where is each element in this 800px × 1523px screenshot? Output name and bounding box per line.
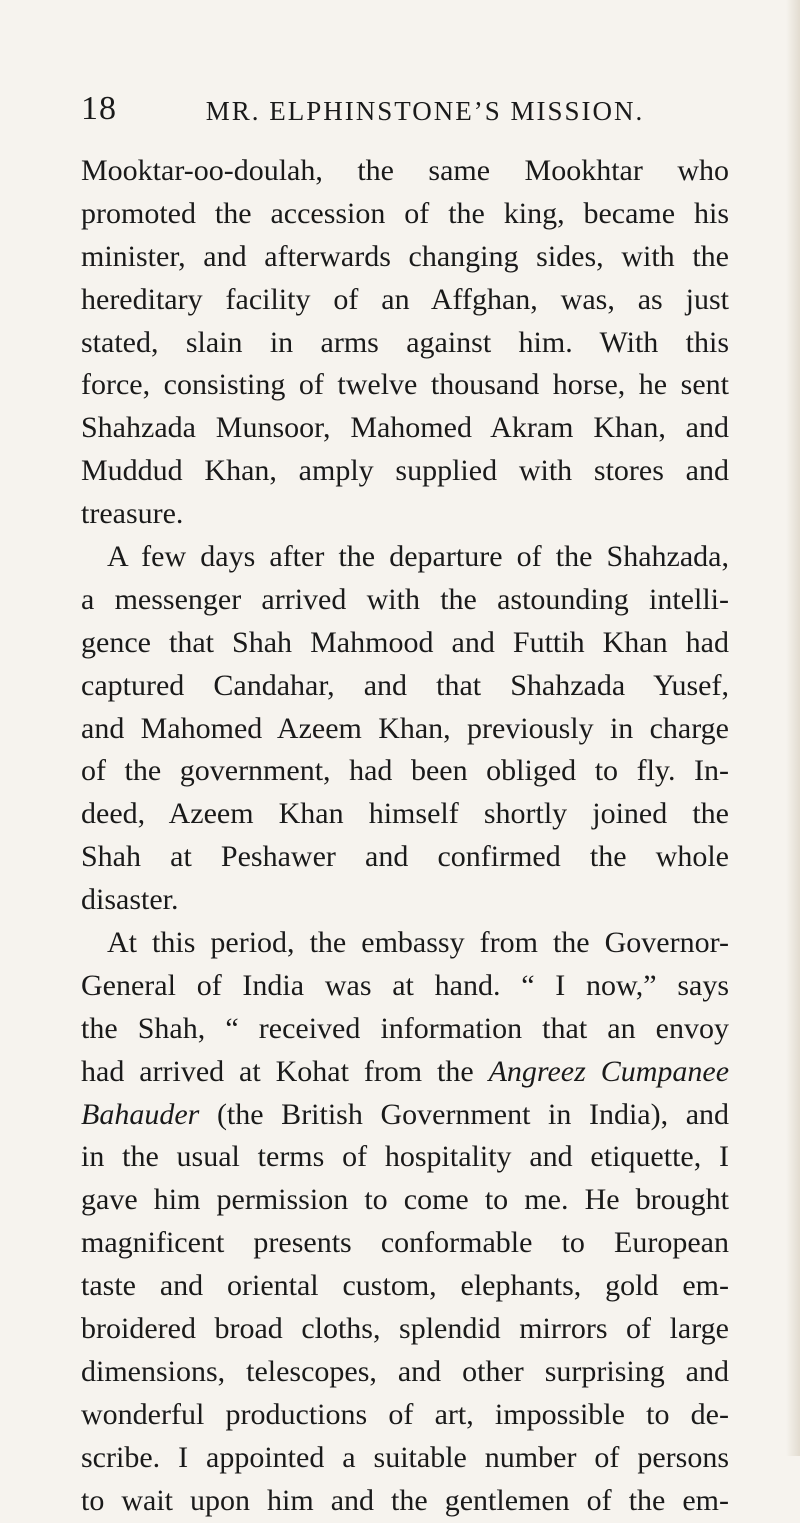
text-line: scribe. I appointed a suitable number of persons — [81, 1440, 729, 1474]
page-header — [81, 90, 721, 140]
text-line: the Shah, “ received information that an envoy — [81, 1011, 729, 1045]
text-line: force, consisting of twelve thousand horse, he sent — [81, 368, 729, 402]
text-line: gave him permission to come to me. He brought — [81, 1183, 729, 1217]
body-text — [81, 150, 729, 1523]
text-line: taste and oriental custom, elephants, gold em- — [81, 1269, 729, 1303]
text-line: wonderful productions of art, impossible to de- — [81, 1397, 729, 1431]
text-line: At this period, the embassy from the Governor- — [107, 926, 729, 960]
text-line: dimensions, telescopes, and other surprising and — [81, 1354, 729, 1388]
text-line-mixed — [81, 1051, 729, 1094]
text-line: stated, slain in arms against him. With this — [81, 325, 729, 359]
text-line: A few days after the departure of the Shahzada, — [107, 540, 729, 574]
text-line: a messenger arrived with the astounding intelli- — [81, 582, 729, 616]
italic-phrase: Bahauder — [81, 1097, 200, 1131]
text-line: of the government, had been obliged to fly. In- — [81, 754, 729, 788]
text-line: and Mahomed Azeem Khan, previously in charge — [81, 711, 729, 745]
text-line: in the usual terms of hospitality and etiquette, I — [81, 1140, 729, 1174]
text-line: Mooktar-oo-doulah, the same Mookhtar who — [81, 154, 729, 187]
text-line: minister, and afterwards changing sides, with the — [81, 239, 729, 273]
italic-phrase: Angreez Cumpanee — [488, 1054, 730, 1088]
text-line: magnificent presents conformable to European — [81, 1226, 729, 1260]
text-line: to wait upon him and the gentlemen of the em- — [81, 1483, 729, 1517]
running-title: MR. ELPHINSTONE’S MISSION. — [205, 96, 645, 126]
text-line: General of India was at hand. “ I now,” says — [81, 968, 729, 1002]
text-segment: had arrived at Kohat from the — [81, 1054, 474, 1088]
text-line: promoted the accession of the king, became his — [81, 196, 729, 230]
text-line: Shahzada Munsoor, Mahomed Akram Khan, and — [81, 411, 729, 445]
text-line: captured Candahar, and that Shahzada Yusef, — [81, 668, 729, 702]
text-segment: (the British Government in India), and — [216, 1097, 730, 1131]
text-line: disaster. — [81, 883, 179, 917]
text-line-mixed — [81, 1094, 729, 1137]
page-edge-shadow — [786, 0, 800, 1456]
text-line: broidered broad cloths, splendid mirrors of large — [81, 1312, 729, 1346]
page-number: 18 — [81, 90, 117, 127]
text-line: gence that Shah Mahmood and Futtih Khan had — [81, 625, 729, 659]
text-line: treasure. — [81, 497, 184, 531]
text-line: Muddud Khan, amply supplied with stores and — [81, 454, 729, 488]
text-line: hereditary facility of an Affghan, was, as just — [81, 282, 729, 316]
text-line: Shah at Peshawer and confirmed the whole — [81, 840, 729, 874]
text-line: deed, Azeem Khan himself shortly joined the — [81, 797, 729, 831]
